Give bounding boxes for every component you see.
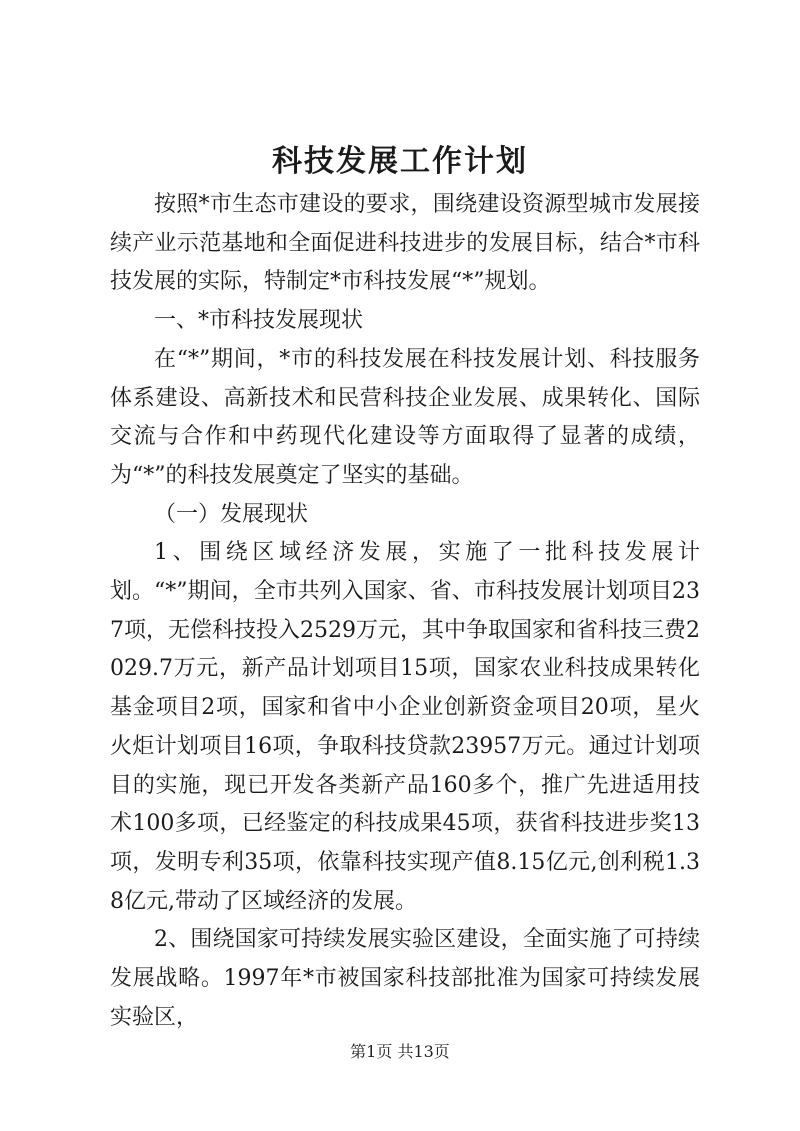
status-paragraph: 在“*”期间，*市的科技发展在科技发展计划、科技服务体系建设、高新技术和民营科技企业发展、成果转化、国际交流与合作和中药现代化建设等方面取得了显著的成绩，为“*”的科技发展奠定了坚实的基础。: [110, 346, 700, 488]
section-heading-1: 一、*市科技发展现状: [154, 308, 364, 334]
intro-paragraph: 按照*市生态市建设的要求，围绕建设资源型城市发展接续产业示范基地和全面促进科技进步的发展目标，结合*市科技发展的实际，特制定*市科技发展“*”规划。: [110, 192, 700, 295]
document-title: 科技发展工作计划: [272, 144, 528, 179]
item-paragraph-2: 2、围绕国家可持续发展实验区建设，全面实施了可持续发展战略。1997年*市被国家科技部批准为国家可持续发展实验区，: [110, 927, 700, 1030]
page-footer: 第1页 共13页: [350, 1042, 450, 1061]
subsection-heading-1: （一）发展现状: [154, 501, 309, 527]
item-paragraph-1: 1、围绕区域经济发展，实施了一批科技发展计划。“*”期间，全市共列入国家、省、市科技发展计划项目237项，无偿科技投入2529万元，其中争取国家和省科技三费2029.7万元，新产品计划项目15项，国家农业科技成果转化基金项目2项，国家和省中小企业创新资金项目20项，星火火炬计划项目16项，争取科技贷款23957万元。通过计划项目的实施，现已开发各类新产品160多个，推广先进适用技术100多项，已经鉴定的科技成果45项，获省科技进步奖13项，发明专利35项，依靠科技实现产值8.15亿元,创利税1.38亿元,带动了区域经济的发展。: [110, 540, 700, 914]
document-body: [110, 186, 700, 1037]
